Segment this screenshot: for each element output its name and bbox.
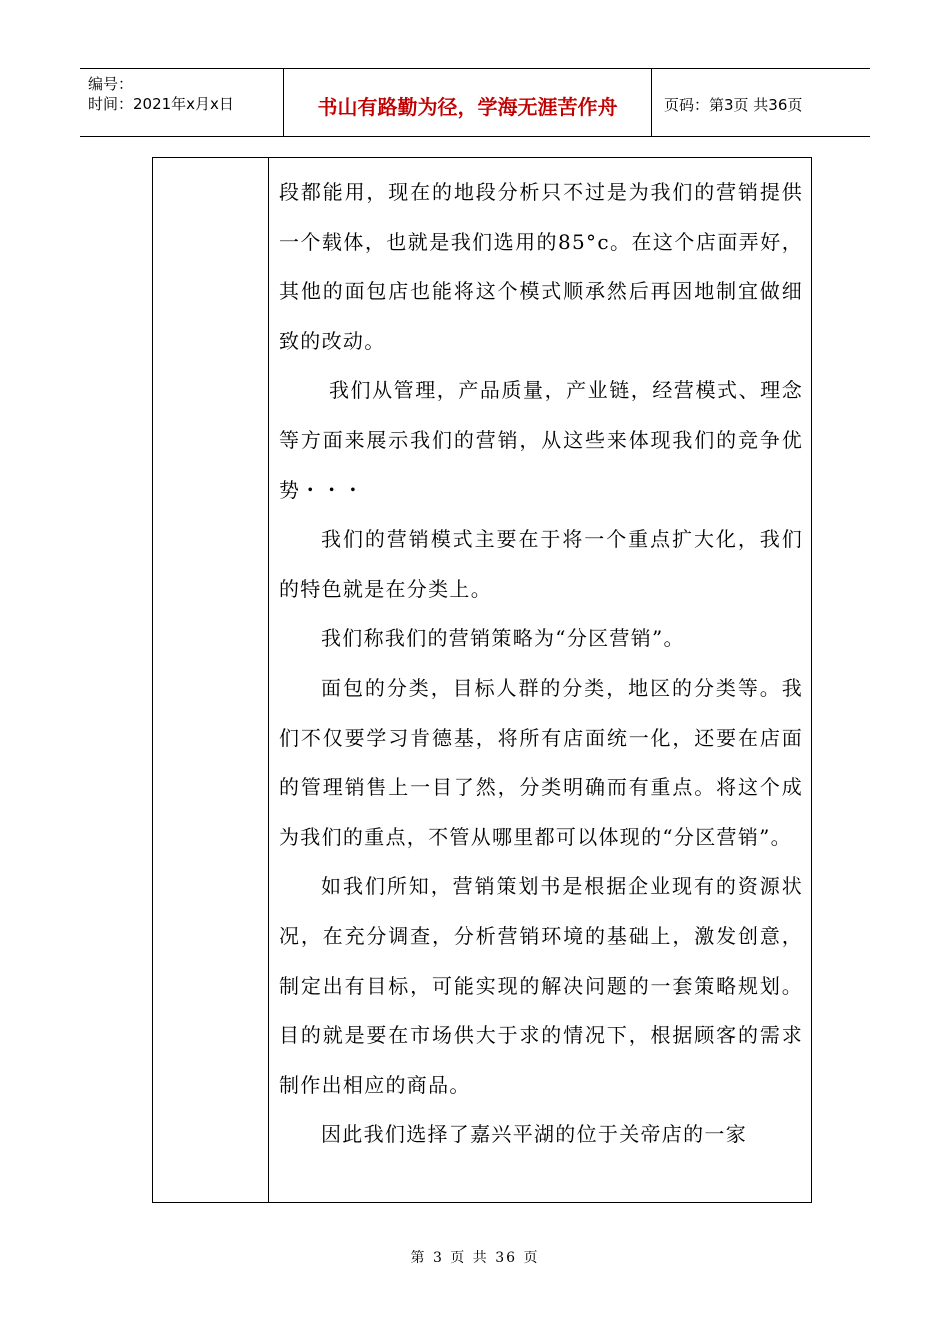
table-left-column — [153, 158, 269, 1202]
content-table — [152, 157, 812, 1203]
paragraph: 因此我们选择了嘉兴平湖的位于关帝店的一家 — [321, 1122, 747, 1147]
header-motto: 书山有路勤为径，学海无涯苦作舟 — [317, 95, 618, 119]
header-page-info: 页码：第3页 共36页 — [664, 96, 803, 114]
paragraph: 我们的营销模式主要在于将一个重点扩大化，我们的特色就是在分类上。 — [279, 527, 803, 601]
header-motto-cell — [284, 69, 652, 136]
page-header — [80, 68, 870, 137]
header-page-cell — [652, 69, 870, 136]
document-number-label: 编号： — [88, 75, 134, 93]
paragraph: 我们称我们的营销策略为“分区营销”。 — [321, 626, 685, 651]
paragraph: 段都能用，现在的地段分析只不过是为我们的营销提供一个载体，也就是我们选用的85°c。在这个店面弄好，其他的面包店也能将这个模式顺承然后再因地制宜做细致的改动。 — [279, 180, 803, 353]
page-footer: 第 3 页 共 36 页 — [410, 1250, 540, 1266]
table-right-column — [269, 158, 811, 1202]
document-date: 时间：2021年x月x日 — [88, 95, 234, 113]
paragraph: 面包的分类，目标人群的分类，地区的分类等。我们不仅要学习肯德基，将所有店面统一化，还要在店面的管理销售上一目了然，分类明确而有重点。将这个成为我们的重点，不管从哪里都可以体现的“分区营销”。 — [279, 675, 803, 849]
body-text — [279, 168, 803, 1160]
header-info-cell — [80, 69, 284, 136]
paragraph: 我们从管理，产品质量，产业链，经营模式、理念等方面来展示我们的营销，从这些来体现我们的竞争优势・・・ — [279, 378, 803, 502]
paragraph: 如我们所知，营销策划书是根据企业现有的资源状况，在充分调查，分析营销环境的基础上，激发创意，制定出有目标，可能实现的解决问题的一套策略规划。目的就是要在市场供大于求的情况下，根据顾客的需求制作出相应的商品。 — [279, 874, 803, 1097]
